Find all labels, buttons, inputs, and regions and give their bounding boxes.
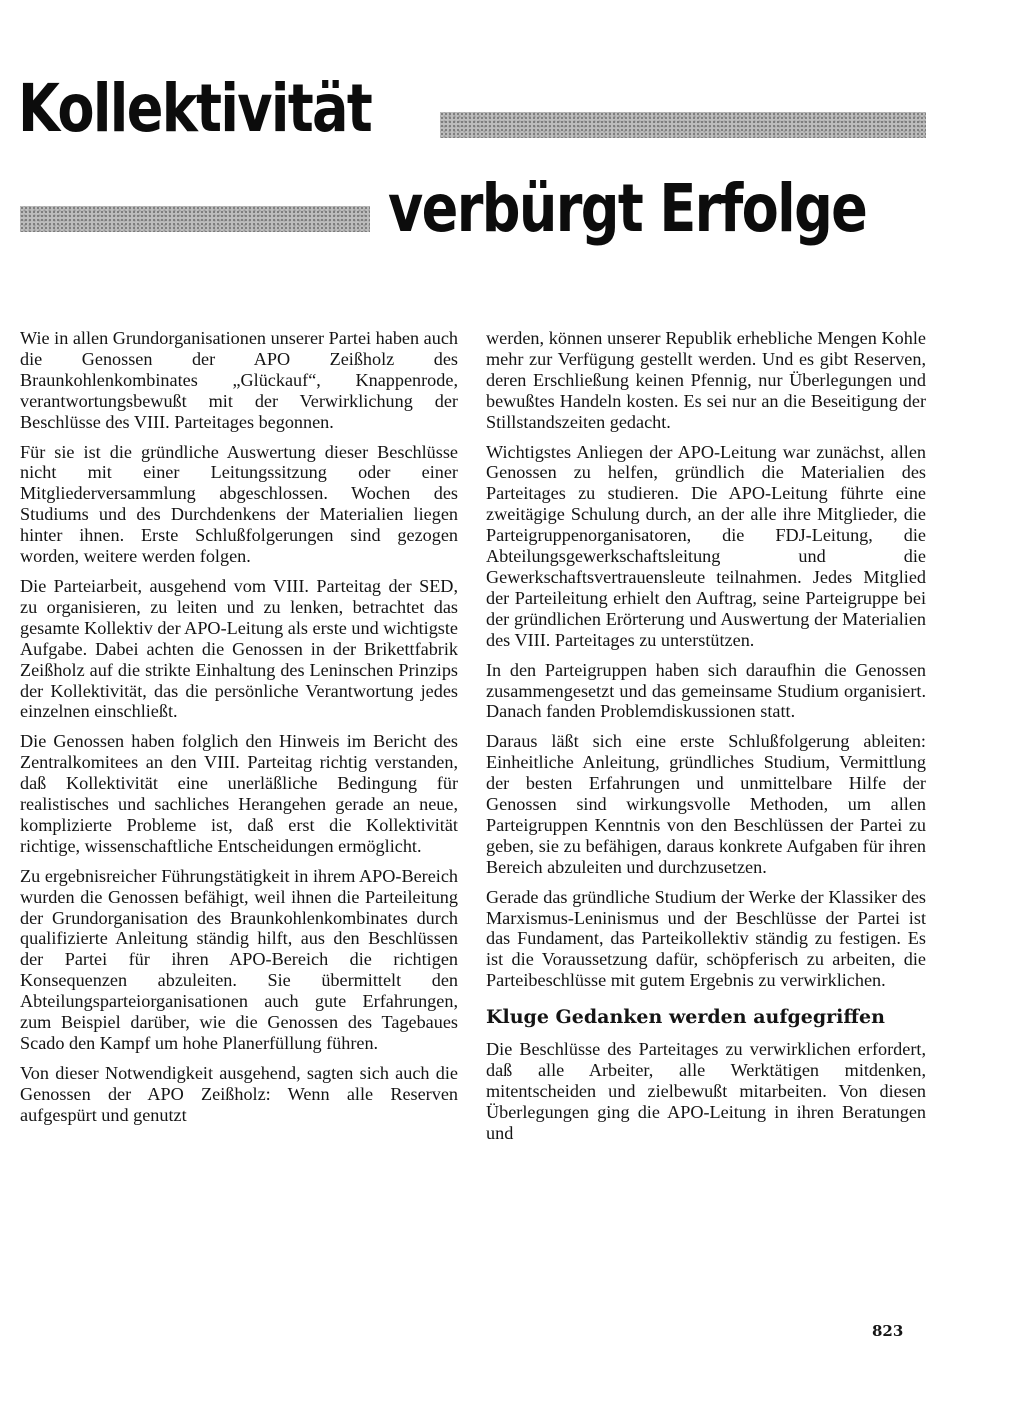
title-line-1: Kollektivität: [18, 70, 372, 147]
paragraph: werden, können unserer Republik erhebliche Mengen Kohle mehr zur Verfügung gestellt werden. Und es gibt Reserven, deren Erschließung keinen Pfennig, nur Überlegungen und bewußtes Handeln kosten. Es sei nur an die Beseitigung der Stillstandszeiten gedacht.: [486, 328, 926, 432]
right-column: [486, 328, 926, 1153]
paragraph: Wichtigstes Anliegen der APO-Leitung war zunächst, allen Genossen zu helfen, gründlich die Materialien des Parteitages zu studieren. Die APO-Leitung führte eine zweitägige Schulung durch, an der alle ihre Mitglieder, die Parteigruppenorganisatoren, die FDJ-Leitung, die Abteilungsgewerkschaftsleitung und die Gewerkschaftsvertrauensleute teilnahmen. Jedes Mitglied der Parteileitung erhielt den Auftrag, seine Parteigruppe bei der gründlichen Erörterung und Auswertung der Materialien des VIII. Parteitages zu unterstützen.: [486, 441, 926, 650]
paragraph: Die Beschlüsse des Parteitages zu verwirklichen erfordert, daß alle Arbeiter, alle Werktätigen mitdenken, mitentscheiden und zielbewußt mitarbeiten. Von diesen Überlegungen ging die APO-Leitung in ihren Beratungen und: [486, 1039, 926, 1143]
section-subheading: Kluge Gedanken werden aufgegriffen: [486, 1006, 885, 1029]
decorative-screen-bar-top: [440, 112, 926, 138]
paragraph: Die Parteiarbeit, ausgehend vom VIII. Parteitag der SED, zu organisieren, zu leiten und zu lenken, betrachtet das gesamte Kollektiv der APO-Leitung als erste und wichtigste Aufgabe. Dabei achten die Genossen in der Brikettfabrik Zeißholz auf die strikte Einhaltung des Leninschen Prinzips der Kollektivität, das die persönliche Verantwortung jedes einzelnen einschließt.: [20, 575, 458, 722]
paragraph: Daraus läßt sich eine erste Schlußfolgerung ableiten: Einheitliche Anleitung, gründliches Studium, Vermittlung der besten Erfahrungen und unmittelbare Hilfe der Genossen sind wirkungsvolle Methoden, um allen Parteigruppen Kenntnis von den Beschlüssen der Partei zu geben, sie zu befähigen, daraus konkrete Aufgaben für ihren Bereich abzuleiten und durchzusetzen.: [486, 731, 926, 877]
paragraph: Von dieser Notwendigkeit ausgehend, sagten sich auch die Genossen der APO Zeißholz: Wenn alle Reserven aufgespürt und genutzt: [20, 1062, 458, 1125]
paragraph: Zu ergebnisreicher Führungstätigkeit in ihrem APO-Bereich wurden die Genossen befähigt, weil ihnen die Parteileitung der Grundorganisation des Braunkohlenkombinates durch qualifizierte Anleitung ständig hilft, aus den Beschlüssen der Partei für ihren APO-Bereich die richtigen Konsequenzen abzuleiten. Sie übermittelt den Abteilungsparteiorganisationen auch gute Erfahrungen, zum Beispiel darüber, wie die Genossen des Tagebaues Scado den Kampf um hohe Planerfüllung führen.: [20, 865, 458, 1053]
paragraph: Gerade das gründliche Studium der Werke der Klassiker des Marxismus-Leninismus und der Beschlüsse der Partei ist das Fundament, das Parteikollektiv ständig zu festigen. Es ist die Voraussetzung dafür, schöpferisch zu arbeiten, die Parteibeschlüsse mit gutem Ergebnis zu verwirklichen.: [486, 886, 926, 991]
page-number: 823: [872, 1322, 904, 1340]
paragraph: Wie in allen Grundorganisationen unserer Partei haben auch die Genossen der APO Zeißholz des Braunkohlenkombinates „Glückauf“, Knappenrode, verantwortungsbewußt mit der Verwirklichung der Beschlüsse des VIII. Parteitages begonnen.: [20, 328, 458, 432]
decorative-screen-bar-bottom: [20, 206, 370, 232]
paragraph: Die Genossen haben folglich den Hinweis im Bericht des Zentralkomitees an den VIII. Parteitag richtig verstanden, daß Kollektivität eine unerläßliche Bedingung für realistisches und sachliches Herangehen gerade an neue, komplizierte Probleme ist, daß erst die Kollektivität richtige, wissenschaftliche Entscheidungen ermöglicht.: [20, 731, 458, 856]
title-line-2: verbürgt Erfolge: [388, 170, 867, 247]
left-column: [20, 328, 458, 1135]
paragraph: In den Parteigruppen haben sich daraufhin die Genossen zusammengesetzt und das gemeinsame Studium organisiert. Danach fanden Problemdiskussionen statt.: [486, 659, 926, 722]
paragraph: Für sie ist die gründliche Auswertung dieser Beschlüsse nicht mit einer Leitungssitzung oder einer Mitgliederversammlung abgeschlossen. Wochen des Studiums und des Durchdenkens der Materialien liegen hinter ihnen. Erste Schlußfolgerungen sind gezogen worden, weitere werden folgen.: [20, 441, 458, 567]
